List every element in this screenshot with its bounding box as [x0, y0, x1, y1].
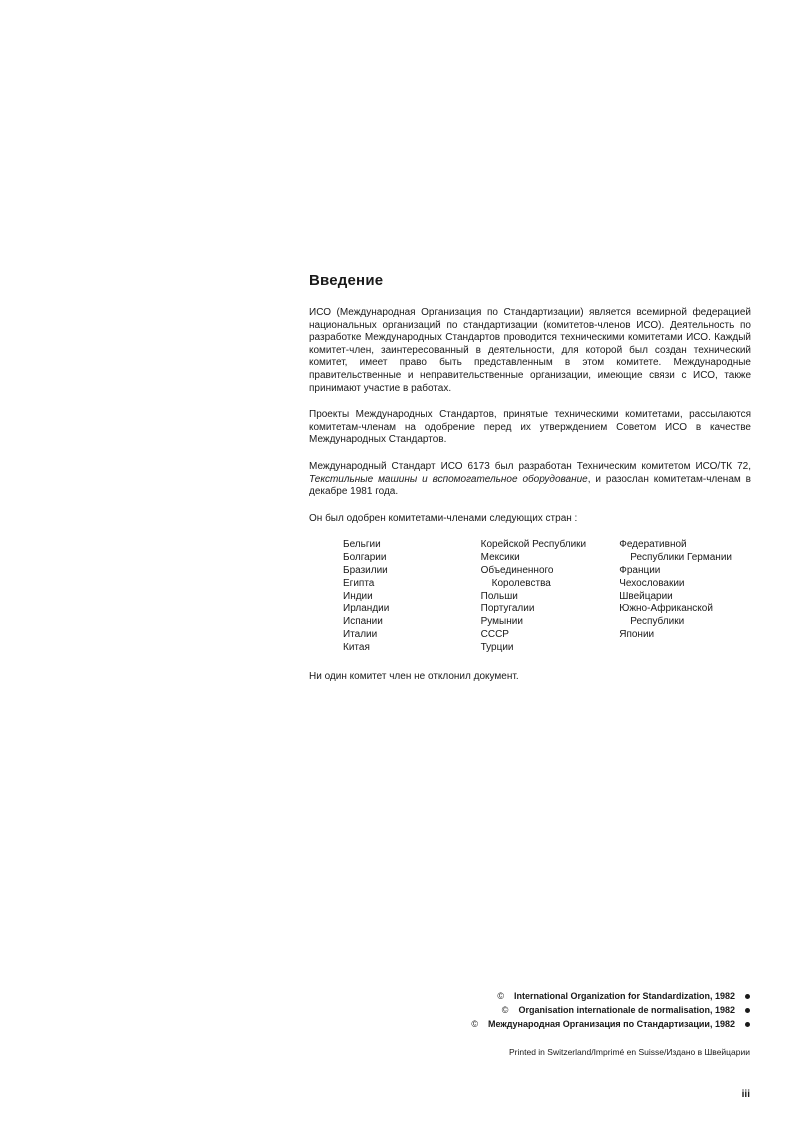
country-item: Мексики	[480, 552, 520, 564]
copyright-line-en	[471, 989, 750, 1003]
country-item: Болгарии	[343, 552, 387, 564]
country-item-continuation: Республики Германии	[630, 552, 732, 564]
copyright-symbol: ©	[497, 991, 504, 1001]
paragraph-draft-standards: Проекты Международных Стандартов, принятые техническими комитетами, рассылаются комитетам-членам на одобрение перед их утверждением Советом ИСО в качестве Международных Стандартов.	[309, 409, 751, 446]
page-number: iii	[741, 1089, 750, 1100]
committee-title: Текстильные машины и вспомогательное оборудование	[309, 473, 588, 485]
country-item: Японии	[619, 628, 655, 640]
country-item: Египта	[343, 577, 375, 589]
bullet-icon	[745, 1008, 750, 1013]
closing-statement: Ни один комитет член не отклонил документ.	[309, 671, 519, 683]
standard-origin-text-end: , и разослан комитетам-членам в декабре 1981 года.	[309, 473, 751, 498]
country-item: Ирландии	[343, 603, 390, 615]
country-item-continuation: Республики	[630, 616, 685, 628]
country-item: Федеративной	[619, 539, 687, 551]
paragraph-standard-origin	[309, 461, 751, 499]
copyright-line-ru	[471, 1017, 750, 1031]
copyright-block	[471, 989, 750, 1031]
country-item: Корейской Республики	[480, 539, 587, 551]
country-item-continuation: Королевства	[491, 577, 551, 589]
section-title: Введение	[309, 272, 384, 289]
country-item: Испании	[343, 616, 383, 628]
paragraph-iso-description: ИСО (Международная Организация по Стандартизации) является всемирной федерацией национальных организаций по стандартизации (комитетов-членов ИСО). Деятельность по разработке Международных Стандартов проводится техническими комитетами ИСО. Каждый комитет-член, заинтересованный в деятельности, для которой был создан технический комитет, имеет право быть представленным в этом комитете. Международные правительственные и неправительственные организации, имеющие связи с ИСО, также принимают участие в работах.	[309, 307, 751, 394]
country-item: Бельгии	[343, 539, 381, 551]
country-item: Франции	[619, 564, 661, 576]
bullet-icon	[745, 994, 750, 999]
country-item: Португалии	[480, 603, 535, 615]
copyright-text-fr: Organisation internationale de normalisation, 1982	[518, 1005, 735, 1015]
country-item: Польши	[480, 590, 518, 602]
country-item: Чехословакии	[619, 577, 685, 589]
copyright-symbol: ©	[501, 1005, 509, 1015]
approving-countries-list	[343, 539, 751, 654]
country-item: Объединенного	[480, 564, 554, 576]
introduction-section	[309, 272, 751, 692]
country-item: Индии	[343, 590, 373, 602]
bullet-icon	[745, 1022, 750, 1027]
country-item: СССР	[480, 628, 509, 640]
country-item: Италии	[343, 628, 378, 640]
country-item: Швейцарии	[619, 590, 673, 602]
copyright-line-fr	[471, 1003, 750, 1017]
country-item: Китая	[343, 641, 370, 653]
countries-column-3	[619, 539, 751, 654]
countries-column-1	[343, 539, 481, 654]
country-item: Румынии	[480, 616, 523, 628]
paragraph-approval: Он был одобрен комитетами-членами следующих стран :	[309, 512, 578, 524]
countries-column-2	[481, 539, 620, 654]
country-item: Южно-Африканской	[619, 603, 713, 615]
country-item: Турции	[480, 641, 514, 653]
copyright-symbol: ©	[471, 1019, 478, 1029]
standard-origin-text: Международный Стандарт ИСО 6173 был разработан Техническим комитетом ИСО/ТК 72,	[309, 460, 751, 472]
country-item: Бразилии	[343, 564, 388, 576]
copyright-text-ru: Международная Организация по Стандартизации, 1982	[487, 1019, 735, 1029]
copyright-text-en: International Organization for Standardization, 1982	[513, 991, 735, 1001]
printed-in-note: Printed in Switzerland/Imprimé en Suisse/Издано в Швейцарии	[509, 1047, 750, 1057]
